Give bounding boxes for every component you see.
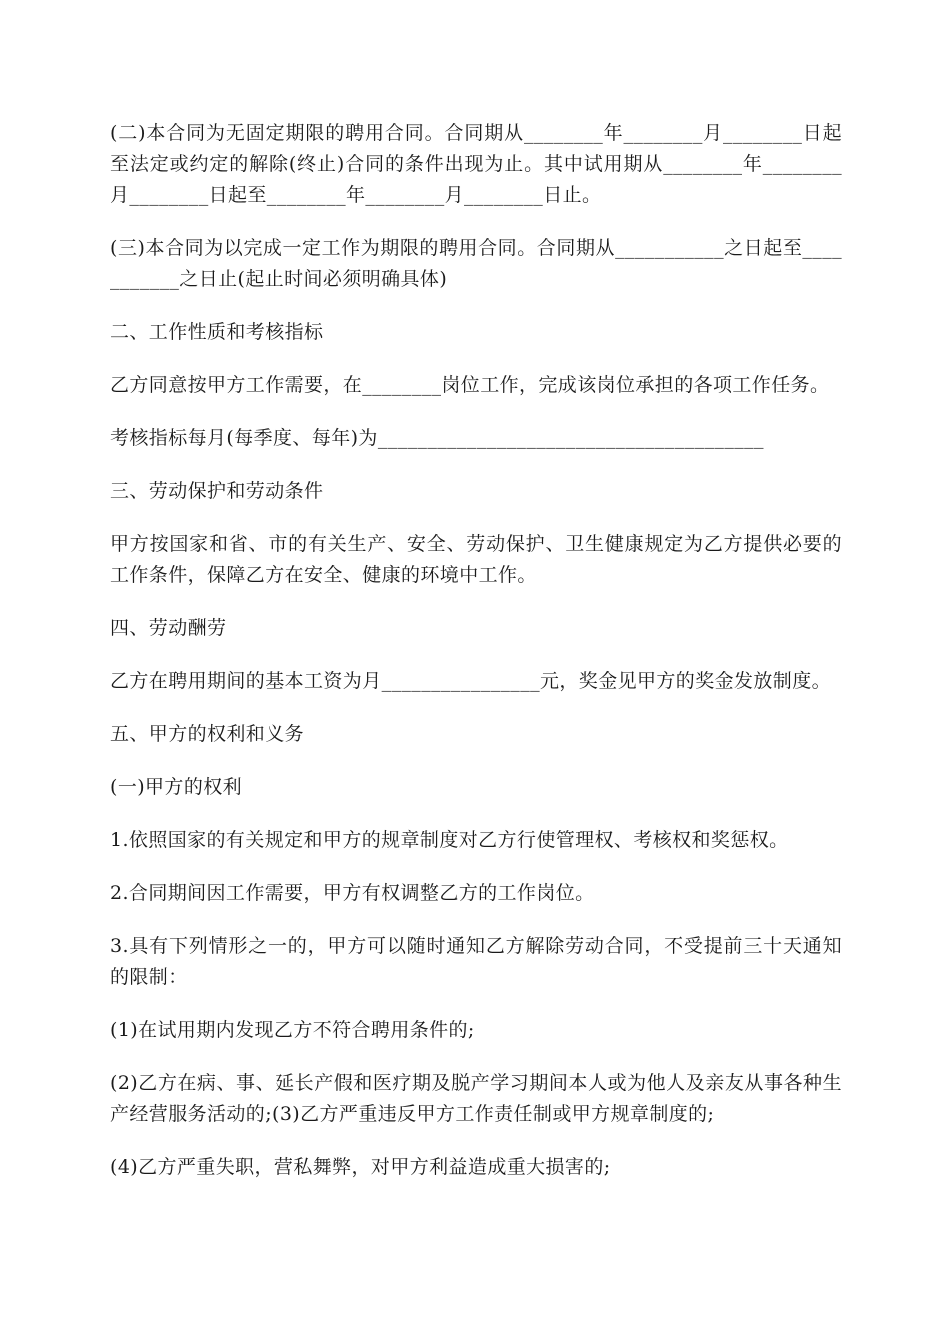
paragraph-right-1: 1.依照国家的有关规定和甲方的规章制度对乙方行使管理权、考核权和奖惩权。 xyxy=(110,829,789,851)
subsection-heading-party-a-rights: (一)甲方的权利 xyxy=(110,776,243,798)
paragraph-right-2: 2.合同期间因工作需要，甲方有权调整乙方的工作岗位。 xyxy=(110,882,595,904)
paragraph-base-salary: 乙方在聘用期间的基本工资为月________________元，奖金见甲方的奖金发放制度。 xyxy=(110,670,832,692)
section-heading-labor-protection: 三、劳动保护和劳动条件 xyxy=(110,480,324,502)
paragraph-condition-2-3: (2)乙方在病、事、延长产假和医疗期及脱产学习期间本人或为他人及亲友从事各种生产经营服务活动的;(3)乙方严重违反甲方工作责任制或甲方规章制度的; xyxy=(110,1072,842,1125)
paragraph-work-position: 乙方同意按甲方工作需要，在________岗位工作，完成该岗位承担的各项工作任务。 xyxy=(110,374,830,396)
paragraph-right-3: 3.具有下列情形之一的，甲方可以随时通知乙方解除劳动合同，不受提前三十天通知的限制： xyxy=(110,935,842,988)
paragraph-contract-term-indefinite: (二)本合同为无固定期限的聘用合同。合同期从________年________月________日起至法定或约定的解除(终止)合同的条件出现为止。其中试用期从________年________月________日起至________年________月________日止。 xyxy=(110,122,842,206)
paragraph-contract-term-task: (三)本合同为以完成一定工作为期限的聘用合同。合同期从___________之日起至___________之日止(起止时间必须明确具体) xyxy=(110,237,842,290)
paragraph-condition-1: (1)在试用期内发现乙方不符合聘用条件的; xyxy=(110,1019,475,1041)
paragraph-assessment-index: 考核指标每月(每季度、每年)为_______________________________________ xyxy=(110,427,764,449)
section-heading-party-a-rights: 五、甲方的权利和义务 xyxy=(110,723,305,745)
section-heading-remuneration: 四、劳动酬劳 xyxy=(110,617,227,639)
document-body xyxy=(110,118,842,1205)
section-heading-work-nature: 二、工作性质和考核指标 xyxy=(110,321,324,343)
paragraph-condition-4: (4)乙方严重失职，营私舞弊，对甲方利益造成重大损害的; xyxy=(110,1156,611,1178)
paragraph-labor-conditions: 甲方按国家和省、市的有关生产、安全、劳动保护、卫生健康规定为乙方提供必要的工作条件，保障乙方在安全、健康的环境中工作。 xyxy=(110,533,842,586)
